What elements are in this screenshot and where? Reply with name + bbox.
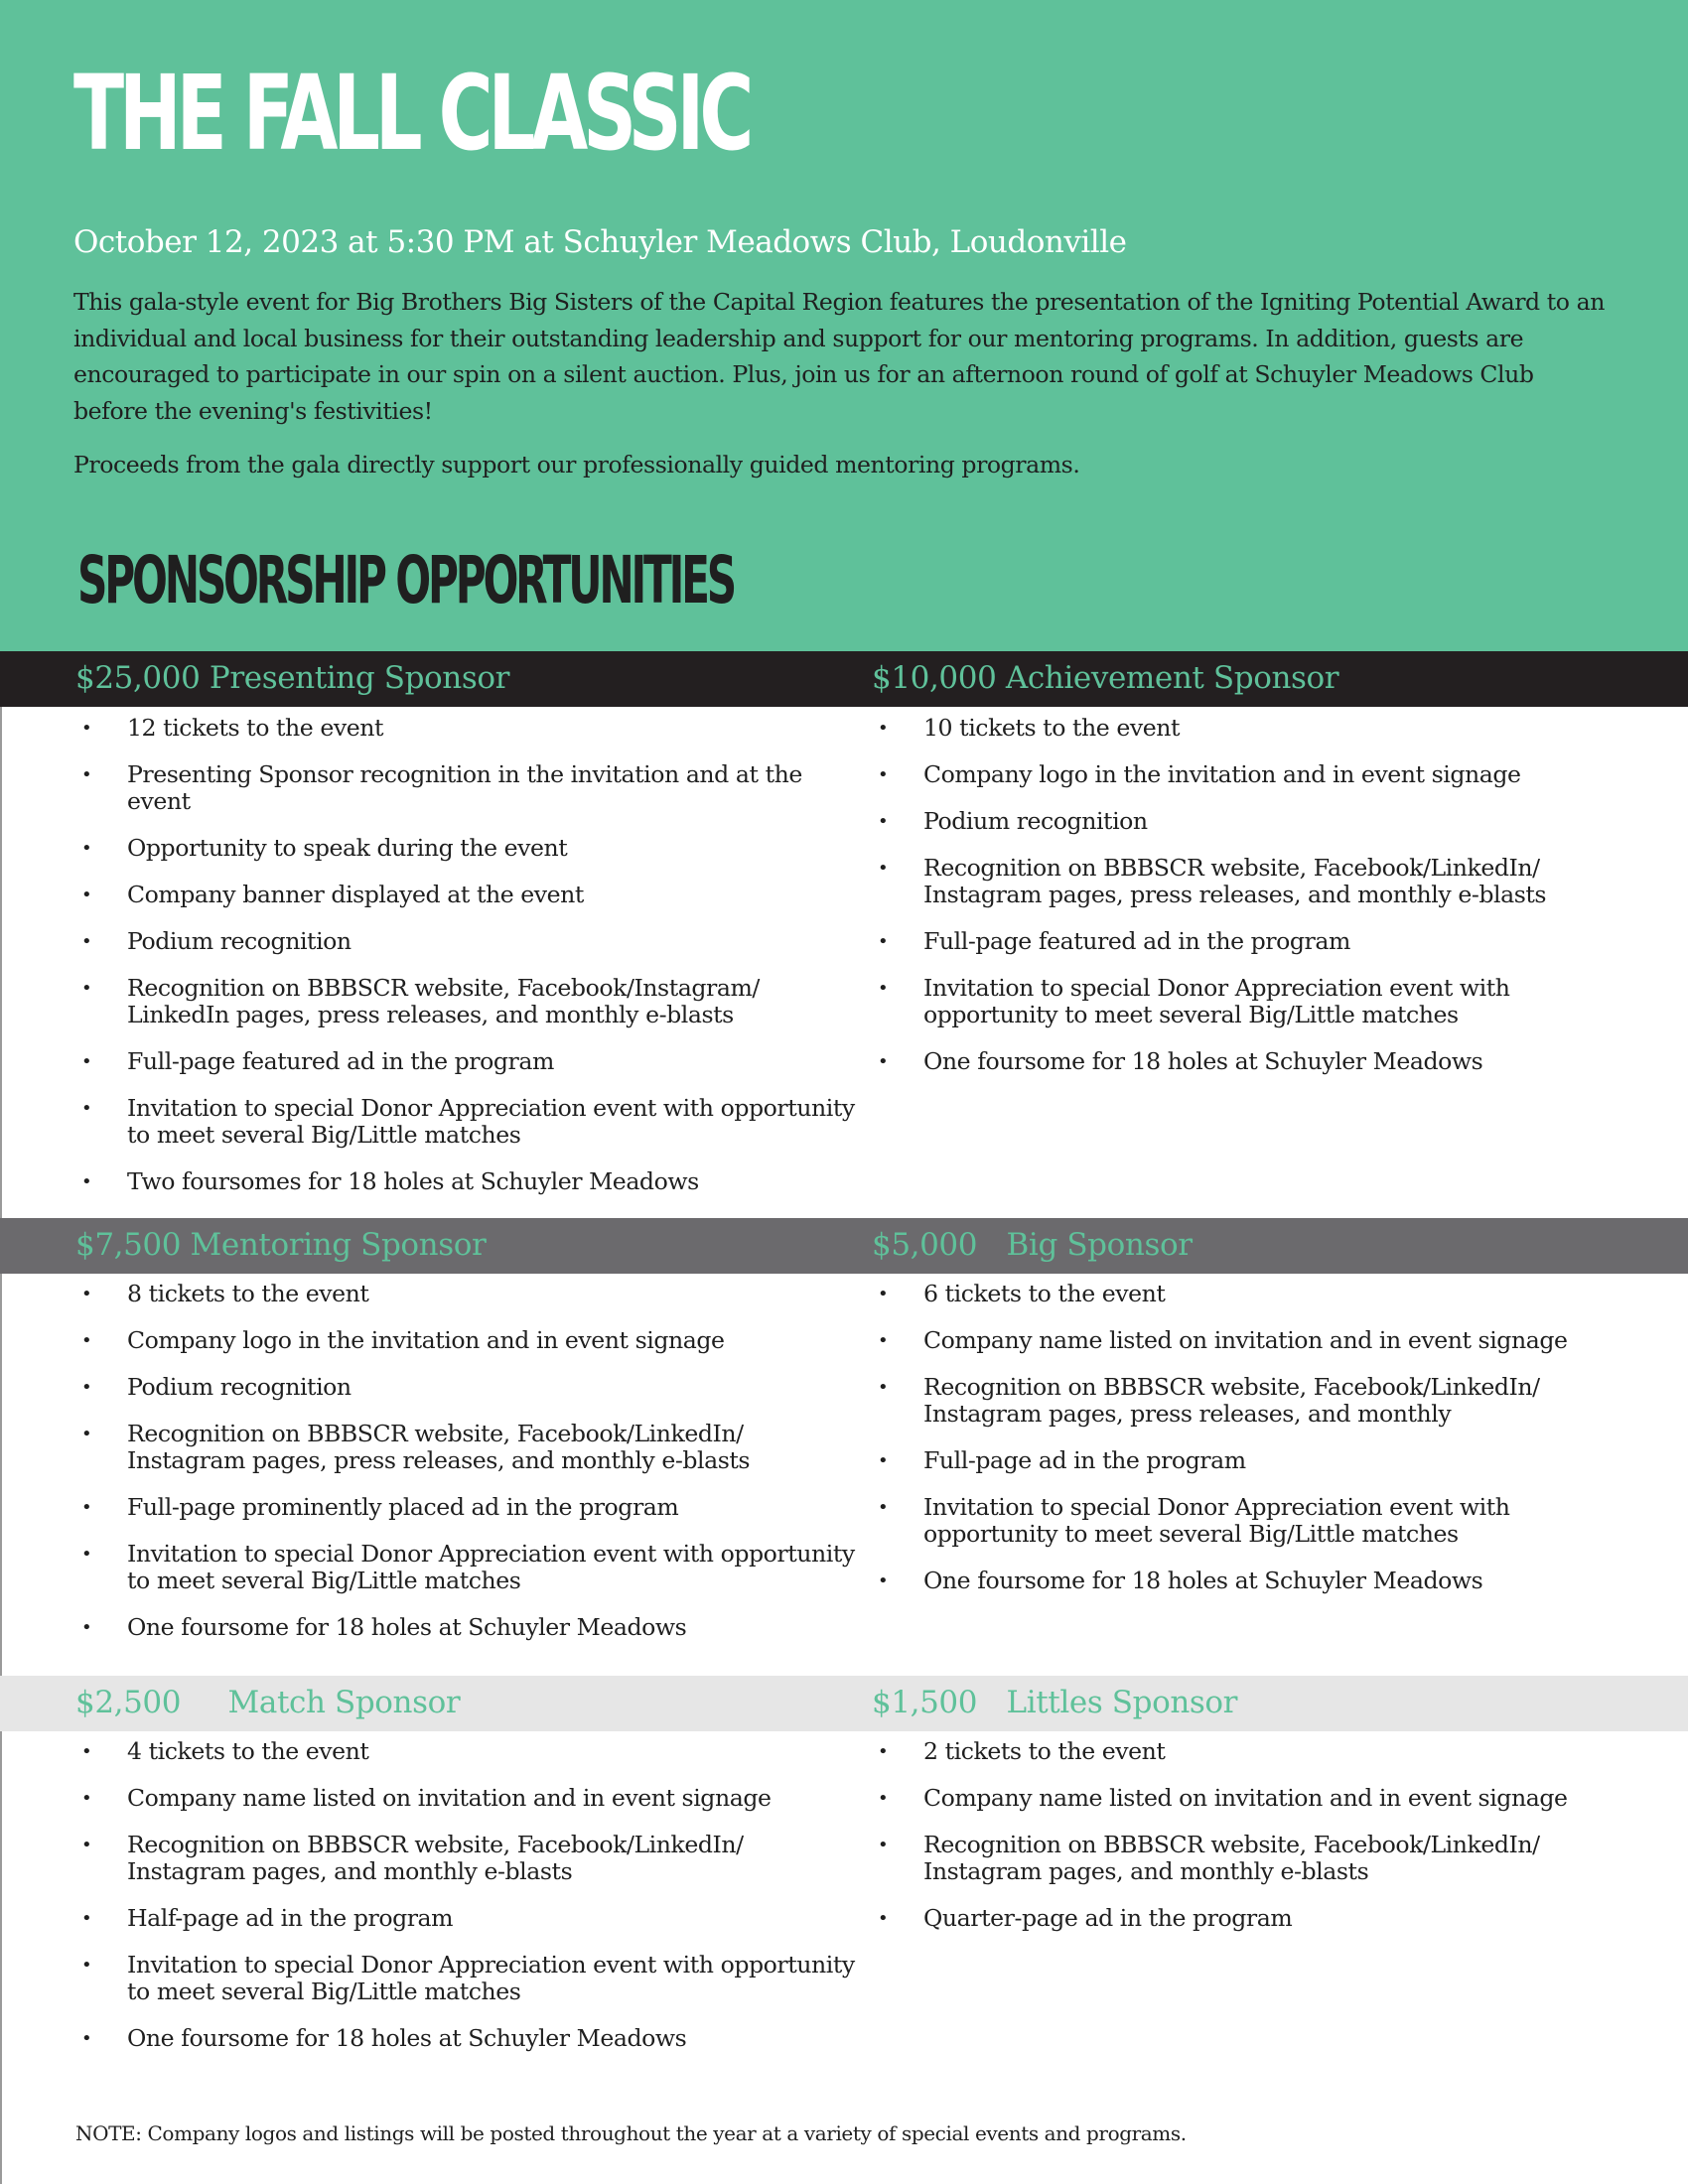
list-item: • 10 tickets to the event bbox=[874, 715, 1628, 742]
list-item: • Recognition on BBBSCR website, Facebook/LinkedIn/ Instagram pages, press releases, and monthly e-blasts bbox=[77, 1421, 862, 1474]
list-item: • Company name listed on invitation and in event signage bbox=[77, 1785, 862, 1812]
list-item: • Invitation to special Donor Appreciation event with opportunity to meet several Big/Little matches bbox=[874, 1494, 1628, 1548]
footer-note: NOTE: Company logos and listings will be posted throughout the year at a variety of special events and programs. bbox=[75, 2121, 1187, 2145]
list-item: • 6 tickets to the event bbox=[874, 1281, 1628, 1307]
page-edge-divider bbox=[0, 651, 2, 2184]
list-item: • Invitation to special Donor Appreciation event with opportunity to meet several Big/Little matches bbox=[77, 1095, 862, 1149]
list-item: • Company banner displayed at the event bbox=[77, 882, 862, 908]
page-title: THE FALL CLASSIC bbox=[73, 53, 750, 174]
benefits-list-littles bbox=[874, 1738, 1628, 1952]
list-item: • 2 tickets to the event bbox=[874, 1738, 1628, 1765]
tier-amount: $5,000 bbox=[872, 1227, 978, 1263]
tier-amount: $7,500 bbox=[75, 1227, 182, 1263]
tier-name: Littles Sponsor bbox=[1006, 1685, 1238, 1720]
list-item: • One foursome for 18 holes at Schuyler Meadows bbox=[77, 1614, 862, 1641]
list-item: • Quarter-page ad in the program bbox=[874, 1905, 1628, 1932]
list-item: • Opportunity to speak during the event bbox=[77, 835, 862, 862]
list-item: • Full-page prominently placed ad in the program bbox=[77, 1494, 862, 1521]
tier-title-littles bbox=[872, 1685, 1238, 1720]
list-item: • Invitation to special Donor Appreciation event with opportunity to meet several Big/Little matches bbox=[77, 1952, 862, 2005]
event-description: This gala-style event for Big Brothers Big Sisters of the Capital Region features the presentation of the Igniting Potential Award to an individual and local business for their outstanding leadership and support for our mentoring programs. In addition, guests are encouraged to participate in our spin on a silent auction. Plus, join us for an afternoon round of golf at Schuyler Meadows Club before the evening's festivities! bbox=[73, 288, 1605, 425]
tier-title-achievement bbox=[872, 660, 1339, 696]
list-item: • Company logo in the invitation and in event signage bbox=[874, 761, 1628, 788]
list-item: • Company name listed on invitation and in event signage bbox=[874, 1785, 1628, 1812]
list-item: • Recognition on BBBSCR website, Facebook/LinkedIn/ Instagram pages, press releases, and monthly bbox=[874, 1374, 1628, 1428]
tier-name: Match Sponsor bbox=[227, 1685, 461, 1720]
list-item: • One foursome for 18 holes at Schuyler Meadows bbox=[77, 2025, 862, 2052]
list-item: • Podium recognition bbox=[77, 1374, 862, 1401]
list-item: • Two foursomes for 18 holes at Schuyler Meadows bbox=[77, 1168, 862, 1195]
tier-title-match bbox=[75, 1685, 461, 1720]
list-item: • 12 tickets to the event bbox=[77, 715, 862, 742]
list-item: • Podium recognition bbox=[77, 928, 862, 955]
list-item: • Full-page featured ad in the program bbox=[874, 928, 1628, 955]
benefits-list-match bbox=[77, 1738, 862, 2072]
proceeds-statement: Proceeds from the gala directly support our professionally guided mentoring programs. bbox=[73, 451, 1080, 478]
list-item: • Recognition on BBBSCR website, Facebook/LinkedIn/ Instagram pages, and monthly e-blasts bbox=[874, 1832, 1628, 1885]
event-date-location: October 12, 2023 at 5:30 PM at Schuyler Meadows Club, Loudonville bbox=[73, 224, 1127, 260]
list-item: • Presenting Sponsor recognition in the invitation and at the event bbox=[77, 761, 862, 815]
tier-title-presenting bbox=[75, 660, 510, 696]
list-item: • Recognition on BBBSCR website, Facebook/LinkedIn/ Instagram pages, press releases, and monthly e-blasts bbox=[874, 855, 1628, 908]
list-item: • Half-page ad in the program bbox=[77, 1905, 862, 1932]
list-item: • Invitation to special Donor Appreciation event with opportunity to meet several Big/Little matches bbox=[874, 975, 1628, 1028]
list-item: • Full-page featured ad in the program bbox=[77, 1048, 862, 1075]
list-item: • Full-page ad in the program bbox=[874, 1447, 1628, 1474]
tier-amount: $1,500 bbox=[872, 1685, 978, 1720]
benefits-list-presenting bbox=[77, 715, 862, 1215]
sponsorship-heading: SPONSORSHIP OPPORTUNITIES bbox=[77, 542, 734, 618]
tier-amount: $10,000 bbox=[872, 660, 997, 696]
tier-name: Big Sponsor bbox=[1006, 1227, 1193, 1263]
tier-name: Achievement Sponsor bbox=[1005, 660, 1339, 696]
benefits-list-achievement bbox=[874, 715, 1628, 1095]
list-item: • Company logo in the invitation and in event signage bbox=[77, 1327, 862, 1354]
benefits-list-big bbox=[874, 1281, 1628, 1614]
list-item: • One foursome for 18 holes at Schuyler Meadows bbox=[874, 1048, 1628, 1075]
list-item: • Recognition on BBBSCR website, Facebook/Instagram/ LinkedIn pages, press releases, and monthly e-blasts bbox=[77, 975, 862, 1028]
tier-amount: $2,500 bbox=[75, 1685, 182, 1720]
list-item: • Podium recognition bbox=[874, 808, 1628, 835]
list-item: • One foursome for 18 holes at Schuyler Meadows bbox=[874, 1568, 1628, 1594]
tier-name: Presenting Sponsor bbox=[209, 660, 510, 696]
tier-title-mentoring bbox=[75, 1227, 487, 1263]
list-item: • Company name listed on invitation and in event signage bbox=[874, 1327, 1628, 1354]
tier-amount: $25,000 bbox=[75, 660, 201, 696]
tier-title-big bbox=[872, 1227, 1193, 1263]
list-item: • Invitation to special Donor Appreciation event with opportunity to meet several Big/Little matches bbox=[77, 1541, 862, 1594]
list-item: • 4 tickets to the event bbox=[77, 1738, 862, 1765]
tier-name: Mentoring Sponsor bbox=[190, 1227, 487, 1263]
list-item: • Recognition on BBBSCR website, Facebook/LinkedIn/ Instagram pages, and monthly e-blasts bbox=[77, 1832, 862, 1885]
list-item: • 8 tickets to the event bbox=[77, 1281, 862, 1307]
benefits-list-mentoring bbox=[77, 1281, 862, 1661]
